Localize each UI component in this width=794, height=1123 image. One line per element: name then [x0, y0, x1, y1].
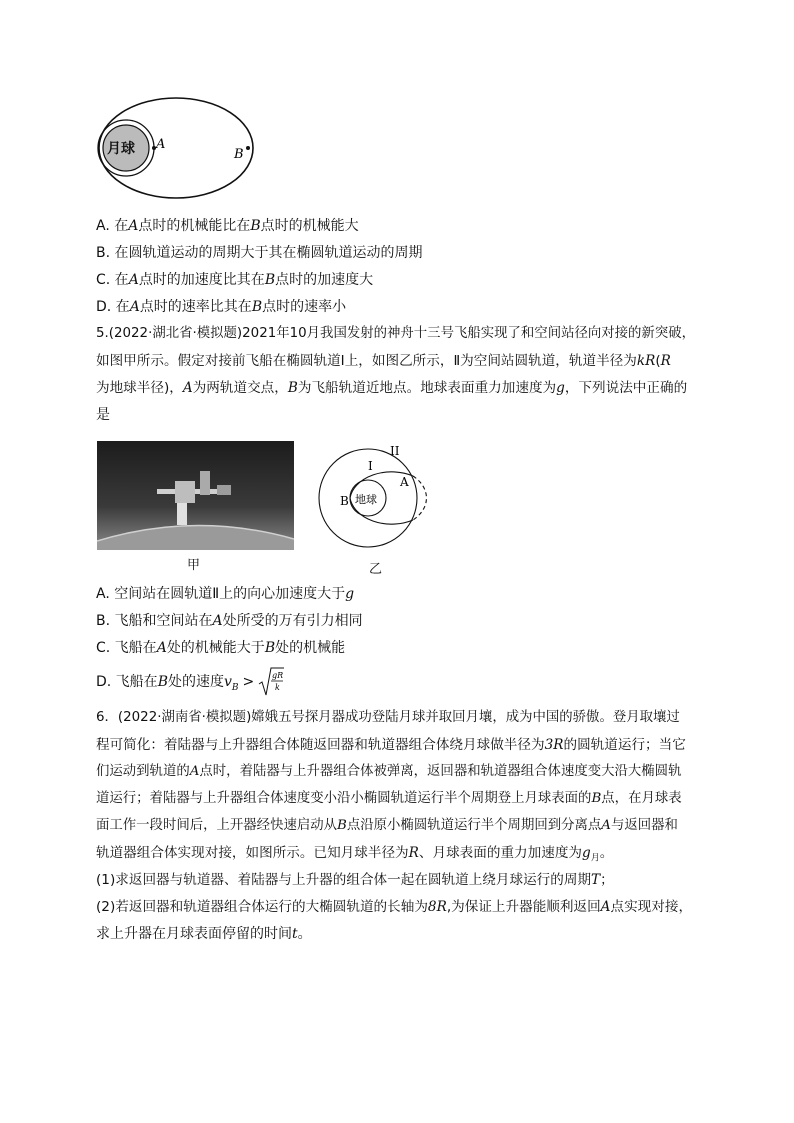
figure-yi-caption: 乙: [369, 562, 383, 577]
q5-option-b: B. 飞船和空间站在A处所受的万有引力相同: [96, 613, 363, 629]
q5-option-c: C. 飞船在A处的机械能大于B处的机械能: [96, 640, 346, 656]
moon-orbit-figure: [93, 92, 263, 204]
q4-option-c: C. 在A点时的加速度比其在B点时的加速度大: [96, 272, 374, 288]
svg-text:k: k: [275, 683, 281, 692]
point-b-label: B: [340, 494, 349, 508]
moon-label: 月球: [107, 141, 135, 157]
point-a-label: A: [156, 137, 166, 152]
svg-text:gR: gR: [272, 671, 284, 680]
q4-option-b: B. 在圆轨道运动的周期大于其在椭圆轨道运动的周期: [96, 245, 423, 261]
q5-stem-line1: 5.(2022·湖北省·模拟题)2021年10月我国发射的神舟十三号飞船实现了和空间站径向对接的新突破，: [96, 326, 695, 341]
q5-option-a: A. 空间站在圆轨道Ⅱ上的向心加速度大于g: [96, 586, 355, 602]
q6-stem-line1: 6．(2022·湖南省·模拟题)嫦娥五号探月器成功登陆月球并取回月壤，成为中国的骄傲。登月取壤过: [96, 710, 680, 725]
q5-stem-line3: 为地球半径)，A为两轨道交点，B为飞船轨道近地点。地球表面重力加速度为g，下列说法中正确的: [96, 380, 688, 396]
q6-stem-line6: 轨道器组合体实现对接，如图所示。已知月球半径为R、月球表面的重力加速度为$g_月$。: [96, 845, 614, 864]
sqrt-fraction: [258, 666, 284, 698]
q6-stem-line5: 面工作一段时间后，上开器经快速启动从B点沿原小椭圆轨道运行半个周期回到分离点A与返回器和: [96, 818, 678, 833]
q4-option-d: D. 在A点时的速率比其在B点时的速率小: [96, 299, 347, 315]
q6-part1: (1)求返回器与轨道器、着陆器与上升器的组合体一起在圆轨道上绕月球运行的周期T；: [96, 872, 614, 888]
point-b-dot: [246, 146, 250, 150]
q5-stem-line2: 如图甲所示。假定对接前飞船在椭圆轨道Ⅰ上，如图乙所示，Ⅱ为空间站圆轨道，轨道半径为kR(R: [96, 353, 671, 369]
q6-part2-line2: 求上升器在月球表面停留的时间t。: [96, 926, 312, 942]
point-a-label: A: [400, 475, 409, 489]
q6-stem-line4: 道运行；着陆器与上升器组合体速度变小沿小椭圆轨道运行半个周期登上月球表面的B点，在月球表: [96, 791, 682, 806]
point-b-label: B: [234, 147, 244, 162]
q6-part2-line1: (2)若返回器和轨道器组合体运行的大椭圆轨道的长轴为8R,为保证上升器能顺利返回A点实现对接，: [96, 899, 693, 915]
orbit-2-label: II: [390, 444, 400, 458]
q6-stem-line3: 们运动到轨道的A点时，着陆器与上升器组合体被弹离，返回器和轨道器组合体速度变大沿大椭圆轨: [96, 764, 682, 779]
orbit-1-label: I: [368, 459, 373, 473]
q4-option-a: A. 在A点时的机械能比在B点时的机械能大: [96, 218, 359, 234]
q6-stem-line2: 程可简化：着陆器与上升器组合体随返回器和轨道器组合体绕月球做半径为3R的圆轨道运行；当它: [96, 737, 686, 753]
q5-stem-line4: 是: [96, 407, 110, 423]
space-station-photo: [97, 441, 294, 550]
orbit-diagram: [316, 441, 446, 556]
q5-option-d: D. 飞船在B处的速度$v_B$ > gR k: [96, 666, 284, 700]
figure-jia-caption: 甲: [187, 558, 201, 573]
earth-label: 地球: [355, 493, 377, 506]
